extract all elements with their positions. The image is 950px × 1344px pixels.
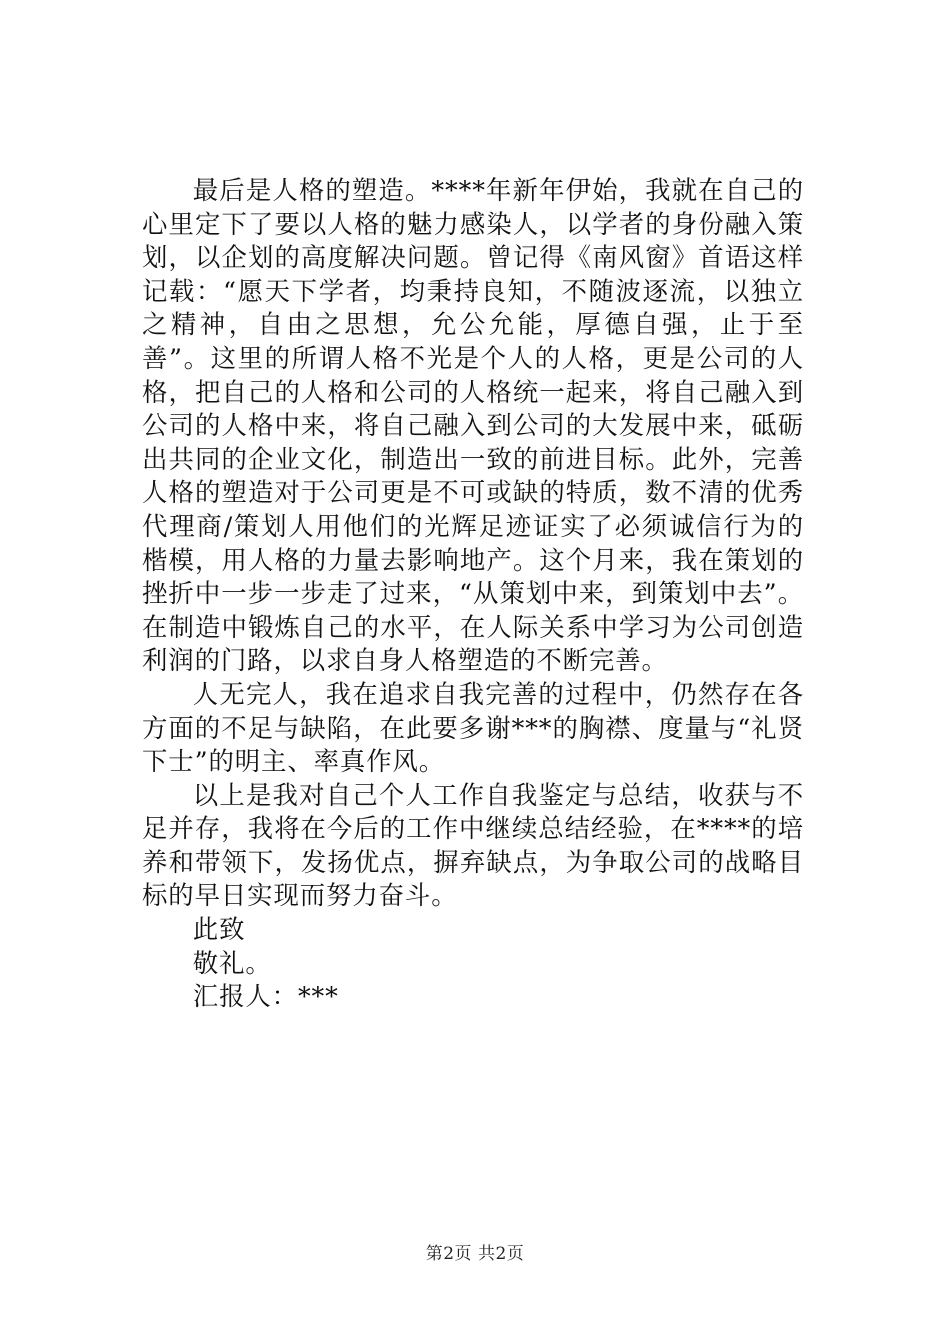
reporter-signature: 汇报人：*** <box>192 981 339 1012</box>
document-body <box>142 174 804 1014</box>
closing-regards: 敬礼。 <box>192 947 272 978</box>
paragraph-personality: 最后是人格的塑造。****年新年伊始，我就在自己的心里定下了要以人格的魅力感染人，以学者的身份融入策划，以企划的高度解决问题。曾记得《南风窗》首语这样记载：“愿天下学者，均秉持良知，不随波逐流，以独立之精神，自由之思想，允公允能，厚德自强，止于至善”。这里的所谓人格不光是个人的人格，更是公司的人格，把自己的人格和公司的人格统一起来，将自己融入到公司的人格中来，将自己融入到公司的大发展中来，砥砺出共同的企业文化，制造出一致的前进目标。此外，完善人格的塑造对于公司更是不可或缺的特质，数不清的优秀代理商/策划人用他们的光辉足迹证实了必须诚信行为的楷模，用人格的力量去影响地产。这个月来，我在策划的挫折中一步一步走了过来，“从策划中来，到策划中去”。在制造中锻炼自己的水平，在人际关系中学习为公司创造利润的门路，以求自身人格塑造的不断完善。 <box>142 175 804 676</box>
closing-salutation: 此致 <box>192 914 246 945</box>
page-number: 第2页 共2页 <box>425 1244 525 1264</box>
paragraph-conclusion: 以上是我对自己个人工作自我鉴定与总结，收获与不足并存，我将在今后的工作中继续总结经验，在****的培养和带领下，发扬优点，摒弃缺点，为争取公司的战略目标的早日实现而努力奋斗。 <box>142 779 804 911</box>
paragraph-shortcomings: 人无完人，我在追求自我完善的过程中，仍然存在各方面的不足与缺陷，在此要多谢***的胸襟、度量与“礼贤下士”的明主、率真作风。 <box>142 678 804 777</box>
